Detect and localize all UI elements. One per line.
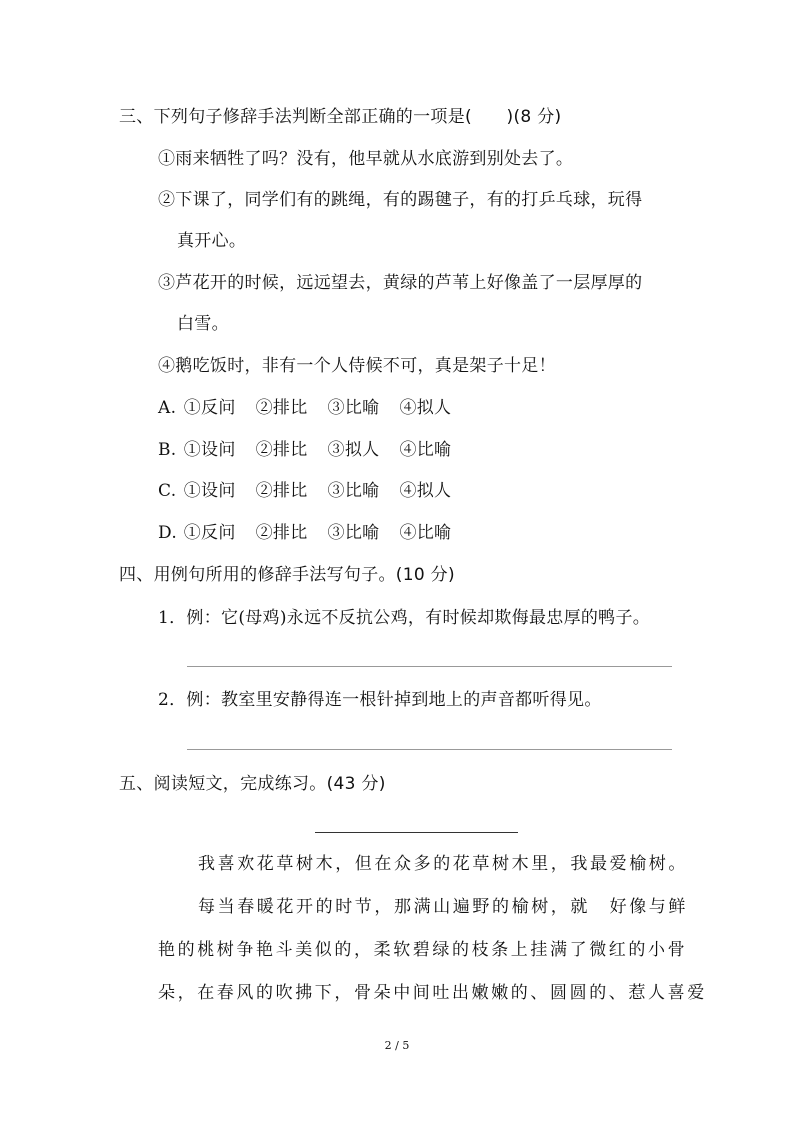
passage-line-1: 我喜欢花草树木，但在众多的花草树木里，我最爱榆树。 bbox=[198, 854, 688, 874]
option-item: ③比喻 bbox=[327, 481, 380, 501]
option-item: ①设问 bbox=[183, 440, 236, 460]
option-a[interactable] bbox=[158, 397, 471, 419]
option-item: ④比喻 bbox=[399, 523, 452, 543]
section5-title: 五、阅读短文，完成练习。(43 分) bbox=[119, 774, 386, 794]
option-item: ②排比 bbox=[255, 481, 308, 501]
option-item: ③比喻 bbox=[327, 398, 380, 418]
section4-title: 四、用例句所用的修辞手法写句子。(10 分) bbox=[119, 565, 455, 585]
option-item: ②排比 bbox=[255, 440, 308, 460]
option-item: ④比喻 bbox=[399, 440, 452, 460]
option-letter: B. bbox=[158, 440, 177, 460]
option-item: ①反问 bbox=[183, 398, 236, 418]
answer-line-2[interactable] bbox=[187, 749, 672, 750]
section3-sentence-2-cont: 真开心。 bbox=[177, 231, 247, 251]
passage-title-blank[interactable] bbox=[315, 832, 518, 833]
option-item: ②排比 bbox=[255, 523, 308, 543]
option-letter: A. bbox=[158, 398, 177, 418]
option-item: ④拟人 bbox=[399, 398, 452, 418]
passage-line-3: 艳的桃树争艳斗美似的，柔软碧绿的枝条上挂满了微红的小骨 bbox=[158, 940, 688, 960]
option-item: ④拟人 bbox=[399, 481, 452, 501]
section4-question-2: 2．例：教室里安静得连一根针掉到地上的声音都听得见。 bbox=[158, 690, 602, 710]
option-b[interactable] bbox=[158, 439, 471, 461]
section4-question-1: 1．例：它(母鸡)永远不反抗公鸡，有时候却欺侮最忠厚的鸭子。 bbox=[158, 608, 651, 628]
section3-title: 三、下列句子修辞手法判断全部正确的一项是( )(8 分) bbox=[119, 107, 562, 127]
section3-sentence-2: ②下课了，同学们有的跳绳，有的踢毽子，有的打乒乓球，玩得 bbox=[158, 190, 643, 210]
option-item: ③拟人 bbox=[327, 440, 380, 460]
section3-sentence-4: ④鹅吃饭时，非有一个人侍候不可，真是架子十足！ bbox=[158, 356, 556, 376]
option-letter: C. bbox=[158, 481, 177, 501]
option-item: ②排比 bbox=[255, 398, 308, 418]
option-letter: D. bbox=[158, 523, 178, 543]
page-number: 2 / 5 bbox=[384, 1039, 410, 1052]
option-item: ③比喻 bbox=[327, 523, 380, 543]
answer-line-1[interactable] bbox=[187, 666, 672, 667]
option-item: ①反问 bbox=[183, 523, 236, 543]
passage-line-4: 朵，在春风的吹拂下，骨朵中间吐出嫩嫩的、圆圆的、惹人喜爱 bbox=[158, 983, 707, 1003]
section3-sentence-3: ③芦花开的时候，远远望去，黄绿的芦苇上好像盖了一层厚厚的 bbox=[158, 273, 643, 293]
passage-line-2: 每当春暖花开的时节，那满山遍野的榆树，就 好像与鲜 bbox=[198, 897, 688, 917]
option-d[interactable] bbox=[158, 522, 471, 544]
section3-sentence-3-cont: 白雪。 bbox=[177, 314, 229, 334]
section3-sentence-1: ①雨来牺牲了吗？没有，他早就从水底游到别处去了。 bbox=[158, 149, 574, 169]
option-c[interactable] bbox=[158, 480, 471, 502]
option-item: ①设问 bbox=[183, 481, 236, 501]
